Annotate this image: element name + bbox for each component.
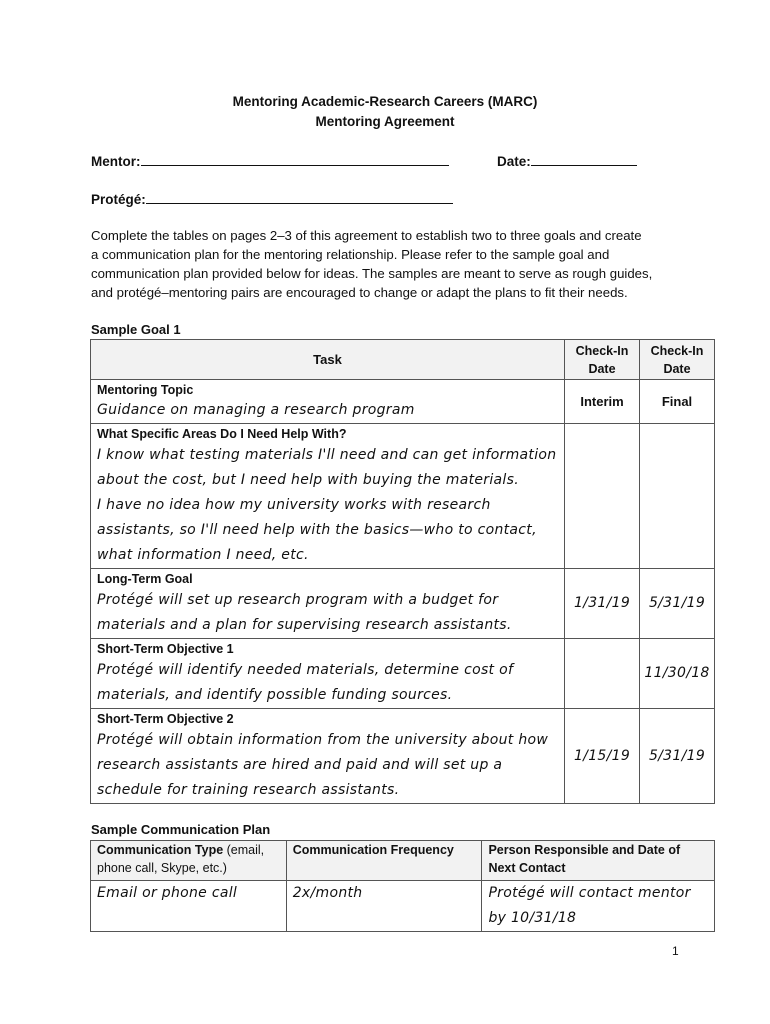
person-responsible-line: by 10/31/18 [488, 910, 577, 926]
checkin-interim-header [565, 340, 640, 380]
long-term-goal-line: materials and a plan for supervising research assistants. [97, 617, 512, 633]
short-term-objective-2-cell[interactable] [91, 709, 565, 804]
date-label: Date: [497, 154, 531, 169]
person-responsible-value[interactable] [482, 881, 715, 932]
checkin-final-header [640, 340, 715, 380]
mentor-blank-line[interactable] [141, 152, 449, 166]
intro-line: communication plan provided below for ideas. The samples are meant to serve as rough guides, [91, 266, 653, 281]
table-row [91, 881, 715, 932]
help-areas-line: assistants, so I'll need help with the basics—who to contact, [97, 522, 537, 538]
short-term-objective-2-label: Short-Term Objective 2 [97, 712, 234, 726]
header-text: Date [663, 361, 691, 376]
mentoring-topic-label: Mentoring Topic [97, 383, 194, 397]
short-term-objective-2-line: schedule for training research assistants. [97, 782, 400, 798]
date-blank-line[interactable] [531, 152, 637, 166]
communication-type-header-line2: phone call, Skype, etc.) [97, 861, 227, 875]
table-row [91, 841, 715, 881]
header-text: Check-In [650, 343, 704, 358]
mentoring-topic-value: Guidance on managing a research program [97, 402, 415, 418]
help-areas-label: What Specific Areas Do I Need Help With? [97, 427, 347, 441]
short-term-objective-1-line: materials, and identify possible funding sources. [97, 687, 453, 703]
sample-communication-plan-label: Sample Communication Plan [91, 822, 271, 837]
short-term-objective-1-label: Short-Term Objective 1 [97, 642, 234, 656]
protege-label: Protégé: [91, 192, 146, 207]
interim-label: Interim [565, 380, 640, 424]
page-number: 1 [672, 944, 679, 958]
short-term-1-interim-date[interactable] [565, 639, 640, 709]
long-term-goal-cell[interactable] [91, 569, 565, 639]
intro-line: Complete the tables on pages 2–3 of this agreement to establish two to three goals and create [91, 228, 642, 243]
communication-type-header-bold: Communication Type [97, 843, 224, 857]
empty-interim-cell[interactable] [565, 424, 640, 569]
long-term-interim-date[interactable]: 1/31/19 [565, 569, 640, 639]
protege-field [91, 190, 453, 207]
document-title: Mentoring Academic-Research Careers (MARC) [232, 94, 538, 109]
mentoring-topic-cell[interactable] [91, 380, 565, 424]
communication-plan-table [90, 840, 715, 932]
help-areas-line: I know what testing materials I'll need and can get information [97, 447, 557, 463]
table-row [91, 424, 715, 569]
short-term-objective-1-line: Protégé will identify needed materials, determine cost of [97, 662, 514, 678]
mentor-label: Mentor: [91, 154, 141, 169]
communication-frequency-value[interactable]: 2x/month [286, 881, 482, 932]
table-row [91, 709, 715, 804]
table-row [91, 569, 715, 639]
help-areas-cell[interactable] [91, 424, 565, 569]
person-responsible-header-line: Next Contact [488, 861, 566, 875]
person-responsible-header-line: Person Responsible and Date of [488, 843, 681, 857]
communication-frequency-header: Communication Frequency [286, 841, 482, 881]
empty-final-cell[interactable] [640, 424, 715, 569]
short-term-2-interim-date[interactable]: 1/15/19 [565, 709, 640, 804]
help-areas-line: what information I need, etc. [97, 547, 309, 563]
sample-goal-label: Sample Goal 1 [91, 322, 181, 337]
header-text: Check-In [575, 343, 629, 358]
short-term-2-final-date[interactable]: 5/31/19 [640, 709, 715, 804]
table-row [91, 639, 715, 709]
communication-type-value[interactable]: Email or phone call [91, 881, 287, 932]
mentor-field [91, 152, 449, 169]
task-header: Task [91, 340, 565, 380]
communication-type-header [91, 841, 287, 881]
person-responsible-line: Protégé will contact mentor [488, 885, 691, 901]
date-field [497, 152, 637, 169]
long-term-goal-line: Protégé will set up research program with a budget for [97, 592, 499, 608]
communication-type-header-rest: (email, [223, 843, 265, 857]
intro-line: and protégé–mentoring pairs are encouraged to change or adapt the plans to fit their needs. [91, 285, 628, 300]
document-subtitle: Mentoring Agreement [315, 114, 455, 129]
long-term-goal-label: Long-Term Goal [97, 572, 193, 586]
goal-table [90, 339, 715, 804]
help-areas-line: about the cost, but I need help with buying the materials. [97, 472, 519, 488]
short-term-objective-1-cell[interactable] [91, 639, 565, 709]
person-responsible-header [482, 841, 715, 881]
table-row [91, 340, 715, 380]
intro-paragraph [91, 226, 691, 302]
long-term-final-date[interactable]: 5/31/19 [640, 569, 715, 639]
short-term-1-final-date[interactable]: 11/30/18 [640, 639, 715, 709]
help-areas-line: I have no idea how my university works with research [97, 497, 491, 513]
short-term-objective-2-line: research assistants are hired and paid and will set up a [97, 757, 503, 773]
final-label: Final [640, 380, 715, 424]
header-text: Date [588, 361, 616, 376]
table-row [91, 380, 715, 424]
protege-blank-line[interactable] [146, 190, 453, 204]
short-term-objective-2-line: Protégé will obtain information from the university about how [97, 732, 549, 748]
intro-line: a communication plan for the mentoring relationship. Please refer to the sample goal and [91, 247, 610, 262]
